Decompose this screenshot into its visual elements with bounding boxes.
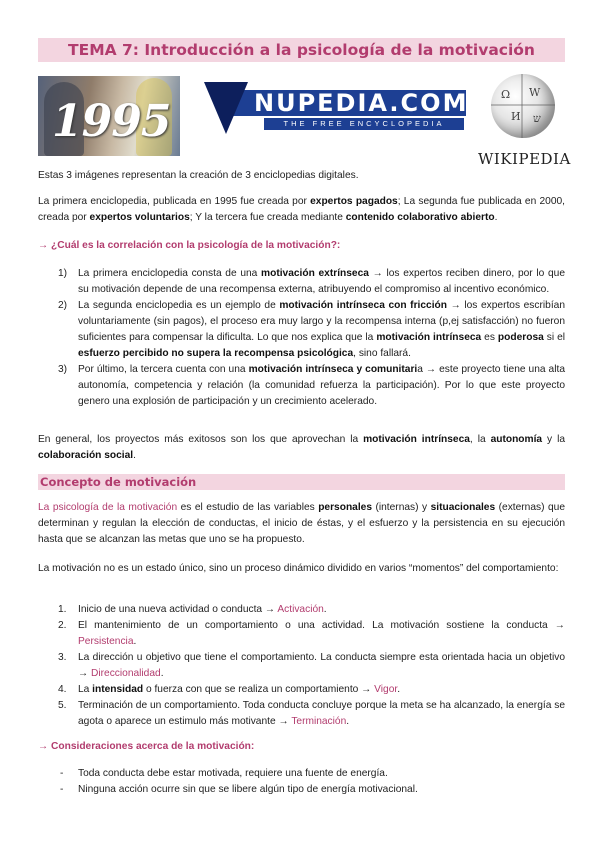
globe-glyph: Ω bbox=[501, 88, 511, 101]
page-title bbox=[38, 38, 565, 62]
text: . bbox=[133, 450, 136, 461]
list-number: 3. bbox=[58, 652, 67, 663]
list-item bbox=[38, 362, 565, 410]
highlight-text: Terminación bbox=[291, 716, 347, 727]
list-number: 2) bbox=[58, 300, 68, 311]
text: . bbox=[323, 604, 327, 615]
text: es bbox=[481, 332, 498, 343]
list-item bbox=[38, 650, 565, 682]
section-heading: Concepto de motivación bbox=[38, 474, 565, 490]
paragraph-definition bbox=[38, 500, 565, 548]
text: El mantenimiento de un comportamiento o una actividad. La motivación sostiene la conducta → bbox=[78, 620, 565, 631]
list-number: 1. bbox=[58, 604, 67, 615]
text: Ninguna acción ocurre sin que se libere algún tipo de energía motivacional. bbox=[78, 784, 418, 795]
text: Por último, la tercera cuenta con una bbox=[78, 364, 249, 375]
paragraph-encyclopedias bbox=[38, 194, 565, 226]
nupedia-tagline: THE FREE ENCYCLOPEDIA bbox=[264, 118, 464, 130]
list-encyclopedias bbox=[38, 266, 565, 410]
paragraph-moments bbox=[38, 561, 565, 577]
intro-text: Estas 3 imágenes representan la creación de 3 enciclopedias digitales. bbox=[38, 170, 359, 181]
text: La dirección u objetivo que tiene el comportamiento. La conducta siempre esta orientada hacia un objetivo → bbox=[78, 652, 565, 679]
text: es el estudio de las variables bbox=[177, 502, 319, 513]
bold-text: intensidad bbox=[92, 684, 144, 695]
text: y la bbox=[542, 434, 566, 445]
title-text: : Introducción a la psicología de la motivación bbox=[132, 41, 535, 59]
nupedia-logo bbox=[204, 82, 469, 138]
bold-text: motivación extrínseca bbox=[261, 268, 369, 279]
text: Toda conducta debe estar motivada, requiere una fuente de energía. bbox=[78, 768, 388, 779]
moments-text: La motivación no es un estado único, sino un proceso dinámico dividido en varios “momentos” del comportamiento: bbox=[38, 563, 559, 574]
intro-paragraph bbox=[38, 168, 565, 184]
list-number: 1) bbox=[58, 268, 68, 279]
text: La primera enciclopedia consta de una bbox=[78, 268, 262, 279]
text: . bbox=[160, 668, 164, 679]
list-number: 3) bbox=[58, 364, 68, 375]
list-number: 2. bbox=[58, 620, 67, 631]
highlight-text: La psicología de la motivación bbox=[38, 502, 178, 513]
bold-text: situacionales bbox=[430, 502, 496, 513]
bold-text: autonomía bbox=[490, 434, 543, 445]
nupedia-brand-text: NUPEDIA.COM bbox=[254, 89, 469, 117]
list-number: 5. bbox=[58, 700, 67, 711]
highlight-text: Vigor bbox=[374, 684, 398, 695]
text: ; La segunda fue publicada en 2000, creada por bbox=[38, 196, 565, 223]
text: . bbox=[346, 716, 350, 727]
list-item bbox=[38, 298, 565, 362]
text: Inicio de una nueva actividad o conducta → bbox=[78, 604, 278, 615]
globe-seam-v bbox=[521, 74, 523, 138]
bold-text: motivación intrínseca bbox=[376, 332, 482, 343]
text: → los expertos reciben dinero, por lo que su motivación depende de una recompensa externa, atribuyendo el compromiso al incentivo económico. bbox=[78, 268, 565, 295]
wikipedia-wordmark: WIKIPEDIA bbox=[478, 150, 571, 168]
text: → los expertos escribían voluntariamente (sin pagos), el proceso era muy largo y la recompensa interna (p,ej satisfacción) no fueron suficientes para compensar la dificulta. Lo que nos explica que la bbox=[78, 300, 565, 343]
list-item bbox=[38, 602, 565, 618]
text: La bbox=[78, 684, 93, 695]
text: (externas) que determinan y regulan la elección de conductas, el inicio de éstas, y el esfuerzo y la persistencia en su ejecución hasta que se alcanzan las metas que uno se ha propuesto. bbox=[38, 502, 565, 545]
text: . bbox=[494, 212, 498, 223]
bold-text: motivación intrínseca con fricción bbox=[279, 300, 447, 311]
question-considerations bbox=[38, 739, 565, 755]
text: . bbox=[133, 636, 137, 647]
list-dash: - bbox=[60, 768, 64, 779]
bold-text: motivación intrínseca y comunitari bbox=[248, 364, 418, 375]
question-heading: → ¿Cuál es la correlación con la psicología de la motivación?: bbox=[38, 240, 341, 251]
list-item bbox=[38, 782, 565, 798]
text: La primera enciclopedia, publicada en 1995 fue creada por bbox=[38, 196, 311, 207]
bold-text: expertos voluntarios bbox=[89, 212, 190, 223]
text: si el bbox=[543, 332, 566, 343]
highlight-text: Activación bbox=[277, 604, 324, 615]
bold-text: contenido colaborativo abierto bbox=[345, 212, 495, 223]
text: La segunda enciclopedia es un ejemplo de bbox=[78, 300, 280, 311]
photo-year-label: 1995 bbox=[52, 96, 171, 147]
paragraph-summary bbox=[38, 432, 565, 464]
bold-text: colaboración social bbox=[38, 450, 134, 461]
list-item bbox=[38, 266, 565, 298]
list-considerations bbox=[38, 766, 565, 798]
text: . bbox=[397, 684, 401, 695]
list-item bbox=[38, 682, 565, 698]
list-item bbox=[38, 766, 565, 782]
text: En general, los proyectos más exitosos son los que aprovechan la bbox=[38, 434, 364, 445]
globe-glyph: W bbox=[529, 86, 541, 99]
wikipedia-logo bbox=[478, 72, 571, 172]
globe-glyph: ש bbox=[533, 112, 541, 125]
text: o fuerza con que se realiza un comportamiento → bbox=[143, 684, 375, 695]
image-strip bbox=[38, 72, 571, 172]
list-number: 4. bbox=[58, 684, 67, 695]
globe-glyph: И bbox=[511, 110, 521, 123]
text: Terminación de un comportamiento. Toda conducta concluye porque la meta se ha alcanzado, la energía se agota o aparece un estimulo más motivante → bbox=[78, 700, 565, 727]
text: (internas) y bbox=[372, 502, 431, 513]
list-item bbox=[38, 618, 565, 650]
list-moments bbox=[38, 602, 565, 730]
list-item bbox=[38, 698, 565, 730]
bold-text: esfuerzo percibido no supera la recompensa psicológica bbox=[78, 348, 354, 359]
question-correlation bbox=[38, 238, 565, 254]
bold-text: motivación intrínseca bbox=[363, 434, 470, 445]
list-dash: - bbox=[60, 784, 64, 795]
question-heading: → Consideraciones acerca de la motivación: bbox=[38, 741, 255, 752]
wikipedia-globe-icon bbox=[491, 74, 555, 138]
highlight-text: Direccionalidad bbox=[91, 668, 161, 679]
bold-text: poderosa bbox=[497, 332, 544, 343]
text: , la bbox=[469, 434, 491, 445]
bold-text: personales bbox=[318, 502, 372, 513]
bold-text: expertos pagados bbox=[310, 196, 398, 207]
highlight-text: Persistencia bbox=[78, 636, 134, 647]
text: , sino fallará. bbox=[353, 348, 411, 359]
nupedia-n-mark bbox=[204, 82, 248, 134]
globe-seam-h bbox=[491, 104, 555, 106]
text: ; Y la tercera fue creada mediante bbox=[189, 212, 346, 223]
title-prefix: TEMA 7 bbox=[68, 41, 133, 59]
photo-1995 bbox=[38, 76, 180, 156]
text: a → este proyecto tiene una alta autonomía, competencia y relación (la comunidad refuerza la participación). Por lo que este proyecto genero una explosión de participación y un crecimiento acelerado. bbox=[78, 364, 565, 407]
